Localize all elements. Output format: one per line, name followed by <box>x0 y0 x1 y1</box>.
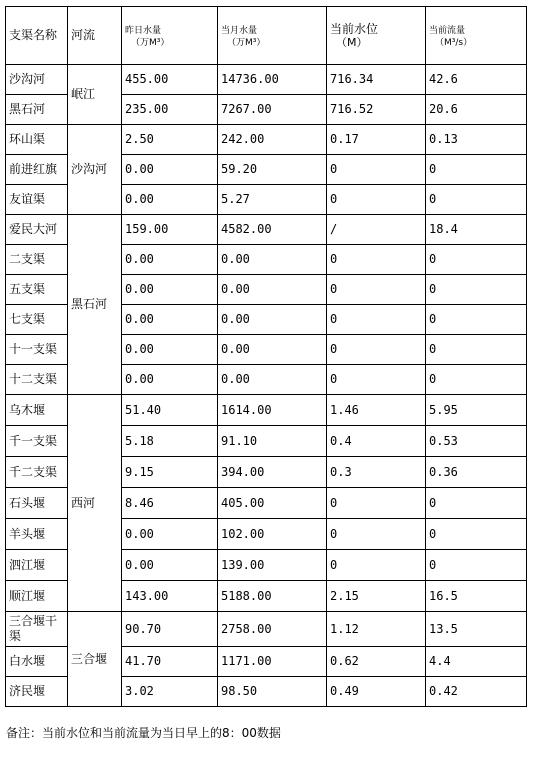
level-value-cell: 0 <box>327 245 426 275</box>
yesterday-value-cell: 159.00 <box>122 215 218 245</box>
flow-value-cell: 4.4 <box>426 647 527 677</box>
flow-value-cell: 0 <box>426 245 527 275</box>
yesterday-value-cell: 0.00 <box>122 185 218 215</box>
yesterday-value-cell: 455.00 <box>122 65 218 95</box>
header-month: 当月水量 （万M³） <box>218 7 327 65</box>
flow-value-cell: 18.4 <box>426 215 527 245</box>
flow-value-cell: 0 <box>426 335 527 365</box>
flow-value-cell: 0 <box>426 365 527 395</box>
yesterday-value-cell: 0.00 <box>122 305 218 335</box>
flow-value-cell: 5.95 <box>426 395 527 426</box>
branch-name-cell: 前进红旗 <box>6 155 68 185</box>
branch-name-cell: 五支渠 <box>6 275 68 305</box>
yesterday-value-cell: 0.00 <box>122 365 218 395</box>
yesterday-value-cell: 0.00 <box>122 519 218 550</box>
level-value-cell: 0.4 <box>327 426 426 457</box>
yesterday-value-cell: 235.00 <box>122 95 218 125</box>
level-value-cell: 716.52 <box>327 95 426 125</box>
month-value-cell: 59.20 <box>218 155 327 185</box>
level-value-cell: 0 <box>327 185 426 215</box>
flow-value-cell: 20.6 <box>426 95 527 125</box>
level-value-cell: 0.62 <box>327 647 426 677</box>
level-value-cell: 0 <box>327 365 426 395</box>
header-flow: 当前流量 （M³/s） <box>426 7 527 65</box>
branch-name-cell: 千一支渠 <box>6 426 68 457</box>
branch-name-cell: 三合堰干渠 <box>6 612 68 647</box>
river-cell: 黑石河 <box>68 215 122 395</box>
branch-name-cell: 友谊渠 <box>6 185 68 215</box>
flow-value-cell: 0.42 <box>426 677 527 707</box>
branch-name-cell: 乌木堰 <box>6 395 68 426</box>
flow-value-cell: 0.13 <box>426 125 527 155</box>
month-value-cell: 4582.00 <box>218 215 327 245</box>
table-body <box>6 65 527 707</box>
flow-value-cell: 0 <box>426 275 527 305</box>
branch-name-cell: 羊头堰 <box>6 519 68 550</box>
month-value-cell: 0.00 <box>218 335 327 365</box>
month-value-cell: 91.10 <box>218 426 327 457</box>
month-value-cell: 0.00 <box>218 365 327 395</box>
flow-value-cell: 42.6 <box>426 65 527 95</box>
yesterday-value-cell: 3.02 <box>122 677 218 707</box>
month-value-cell: 14736.00 <box>218 65 327 95</box>
branch-name-cell: 石头堰 <box>6 488 68 519</box>
month-value-cell: 394.00 <box>218 457 327 488</box>
branch-name-cell: 千二支渠 <box>6 457 68 488</box>
branch-name-cell: 黑石河 <box>6 95 68 125</box>
flow-value-cell: 0 <box>426 185 527 215</box>
flow-value-cell: 0 <box>426 550 527 581</box>
flow-value-cell: 0 <box>426 519 527 550</box>
month-value-cell: 7267.00 <box>218 95 327 125</box>
level-value-cell: 0.17 <box>327 125 426 155</box>
water-table <box>5 6 527 707</box>
branch-name-cell: 沙沟河 <box>6 65 68 95</box>
level-value-cell: 0 <box>327 550 426 581</box>
river-cell: 三合堰 <box>68 612 122 707</box>
table-row <box>6 125 527 155</box>
flow-value-cell: 0 <box>426 488 527 519</box>
yesterday-value-cell: 0.00 <box>122 275 218 305</box>
header-level: 当前水位 （M） <box>327 7 426 65</box>
month-value-cell: 98.50 <box>218 677 327 707</box>
month-value-cell: 405.00 <box>218 488 327 519</box>
yesterday-value-cell: 8.46 <box>122 488 218 519</box>
level-value-cell: 0 <box>327 335 426 365</box>
branch-name-cell: 十一支渠 <box>6 335 68 365</box>
level-value-cell: 0 <box>327 275 426 305</box>
branch-name-cell: 顺江堰 <box>6 581 68 612</box>
river-cell: 西河 <box>68 395 122 612</box>
level-value-cell: 0 <box>327 305 426 335</box>
flow-value-cell: 0 <box>426 305 527 335</box>
river-cell: 岷江 <box>68 65 122 125</box>
table-row <box>6 612 527 647</box>
footnote: 备注：当前水位和当前流量为当日早上的8：00数据 <box>6 726 281 740</box>
month-value-cell: 102.00 <box>218 519 327 550</box>
flow-value-cell: 0.36 <box>426 457 527 488</box>
branch-name-cell: 环山渠 <box>6 125 68 155</box>
branch-name-cell: 爱民大河 <box>6 215 68 245</box>
yesterday-value-cell: 0.00 <box>122 155 218 185</box>
branch-name-cell: 七支渠 <box>6 305 68 335</box>
level-value-cell: 0 <box>327 488 426 519</box>
flow-value-cell: 13.5 <box>426 612 527 647</box>
yesterday-value-cell: 51.40 <box>122 395 218 426</box>
month-value-cell: 139.00 <box>218 550 327 581</box>
level-value-cell: 0 <box>327 155 426 185</box>
yesterday-value-cell: 2.50 <box>122 125 218 155</box>
month-value-cell: 0.00 <box>218 275 327 305</box>
month-value-cell: 5188.00 <box>218 581 327 612</box>
level-value-cell: 0 <box>327 519 426 550</box>
flow-value-cell: 0.53 <box>426 426 527 457</box>
level-value-cell: 1.46 <box>327 395 426 426</box>
month-value-cell: 0.00 <box>218 245 327 275</box>
branch-name-cell: 白水堰 <box>6 647 68 677</box>
header-branch: 支渠名称 <box>6 7 68 65</box>
month-value-cell: 242.00 <box>218 125 327 155</box>
yesterday-value-cell: 0.00 <box>122 550 218 581</box>
table-row <box>6 65 527 95</box>
header-river: 河流 <box>68 7 122 65</box>
header-yesterday: 昨日水量 （万M³） <box>122 7 218 65</box>
yesterday-value-cell: 0.00 <box>122 335 218 365</box>
level-value-cell: 0.3 <box>327 457 426 488</box>
yesterday-value-cell: 0.00 <box>122 245 218 275</box>
month-value-cell: 1171.00 <box>218 647 327 677</box>
branch-name-cell: 济民堰 <box>6 677 68 707</box>
yesterday-value-cell: 5.18 <box>122 426 218 457</box>
yesterday-value-cell: 143.00 <box>122 581 218 612</box>
branch-name-cell: 十二支渠 <box>6 365 68 395</box>
level-value-cell: 0.49 <box>327 677 426 707</box>
river-cell: 沙沟河 <box>68 125 122 215</box>
flow-value-cell: 16.5 <box>426 581 527 612</box>
branch-name-cell: 二支渠 <box>6 245 68 275</box>
yesterday-value-cell: 41.70 <box>122 647 218 677</box>
level-value-cell: 716.34 <box>327 65 426 95</box>
yesterday-value-cell: 90.70 <box>122 612 218 647</box>
table-row <box>6 215 527 245</box>
level-value-cell: 1.12 <box>327 612 426 647</box>
flow-value-cell: 0 <box>426 155 527 185</box>
month-value-cell: 5.27 <box>218 185 327 215</box>
level-value-cell: / <box>327 215 426 245</box>
level-value-cell: 2.15 <box>327 581 426 612</box>
table-row <box>6 395 527 426</box>
month-value-cell: 1614.00 <box>218 395 327 426</box>
yesterday-value-cell: 9.15 <box>122 457 218 488</box>
branch-name-cell: 泗江堰 <box>6 550 68 581</box>
month-value-cell: 2758.00 <box>218 612 327 647</box>
month-value-cell: 0.00 <box>218 305 327 335</box>
header-row <box>6 7 527 65</box>
